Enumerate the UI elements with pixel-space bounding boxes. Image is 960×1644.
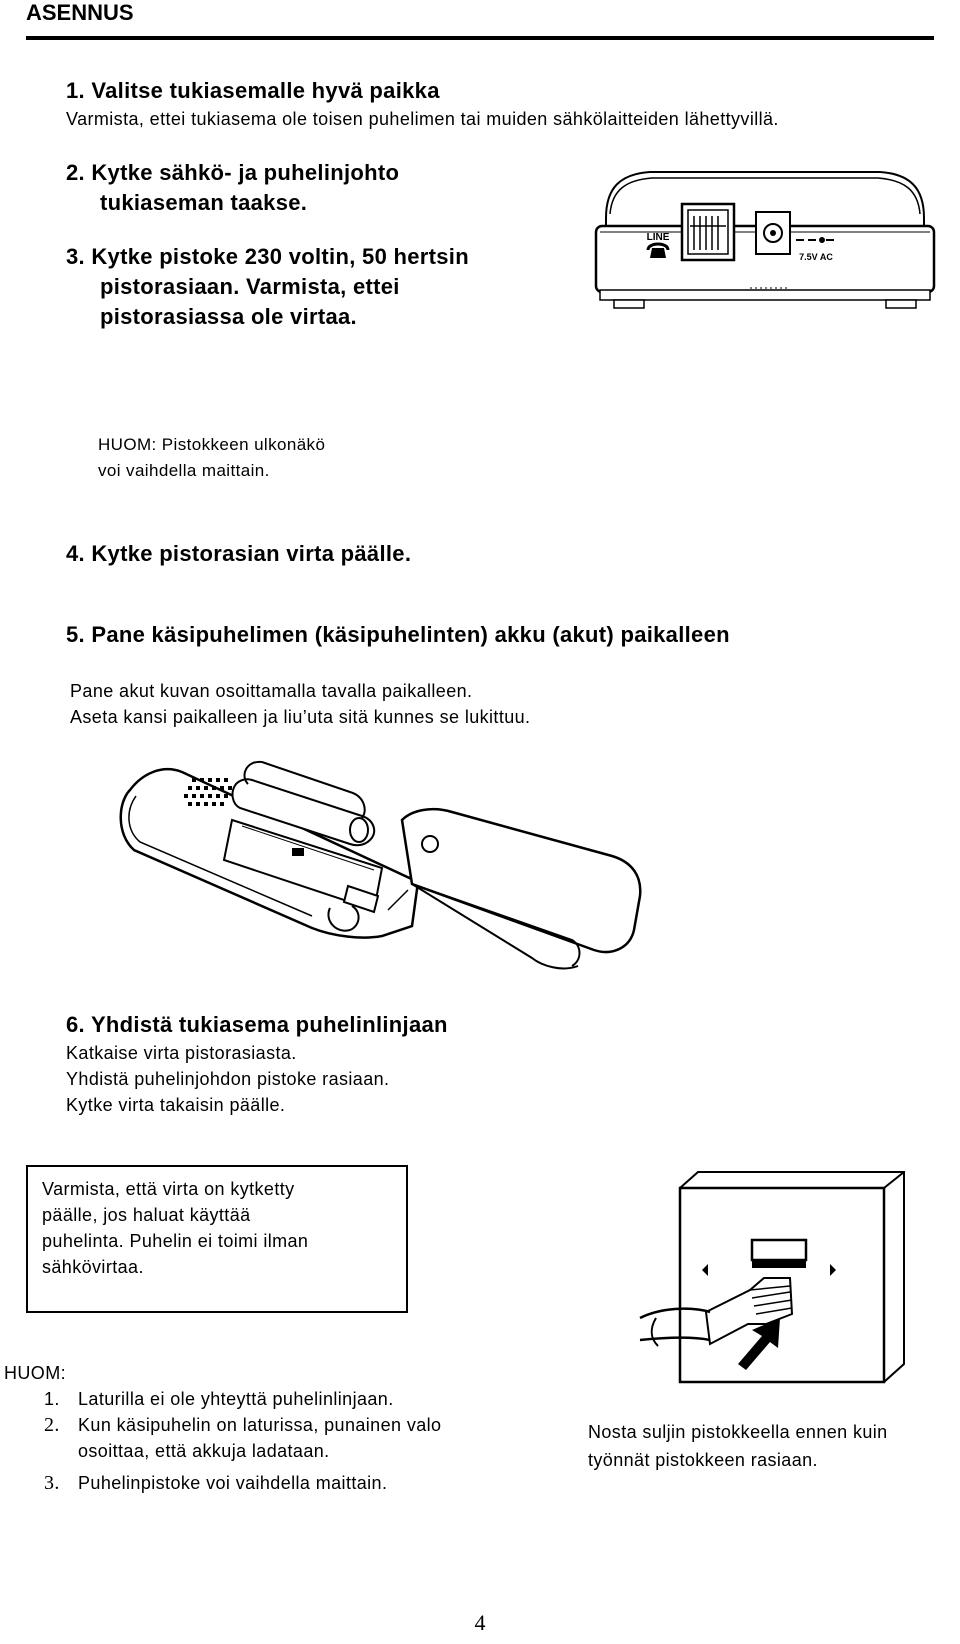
step-1-title: 1. Valitse tukiasemalle hyvä paikka bbox=[66, 78, 440, 103]
step-4-title: 4. Kytke pistorasian virta päälle. bbox=[66, 541, 412, 566]
note-2-item-number: 3. bbox=[44, 1472, 60, 1494]
step-5-title: 5. Pane käsipuhelimen (käsipuhelinten) akku (akut) paikalleen bbox=[66, 622, 730, 647]
note-2-item-text: Puhelinpistoke voi vaihdella maittain. bbox=[78, 1473, 388, 1493]
step-3-line: pistorasiassa ole virtaa. bbox=[100, 304, 357, 329]
step-3 bbox=[66, 242, 469, 332]
warning-box-text bbox=[42, 1176, 308, 1280]
note-2-item-continuation bbox=[44, 1438, 441, 1464]
note-2-item-number: 2. bbox=[44, 1414, 60, 1436]
socket-caption-line: työnnät pistokkeen rasiaan. bbox=[588, 1450, 818, 1470]
step-3-line: pistorasiaan. Varmista, ettei bbox=[100, 274, 400, 299]
base-station-illustration bbox=[590, 168, 940, 318]
power-port-label: 7.5V AC bbox=[799, 252, 833, 262]
note-2-item-text: Laturilla ei ole yhteyttä puhelinlinjaan. bbox=[78, 1389, 394, 1409]
line-port-label: LINE bbox=[646, 232, 670, 243]
step-5-line: Pane akut kuvan osoittamalla tavalla paikalleen. bbox=[70, 681, 473, 701]
step-5-line: Aseta kansi paikalleen ja liu’uta sitä kunnes se lukittuu. bbox=[70, 707, 531, 727]
note-2-item-text: Kun käsipuhelin on laturissa, punainen valo bbox=[78, 1415, 442, 1435]
note-2-item bbox=[44, 1470, 441, 1496]
note-2-heading: HUOM: bbox=[4, 1363, 66, 1383]
socket-caption-line: Nosta suljin pistokkeella ennen kuin bbox=[588, 1422, 888, 1442]
step-6-line: Yhdistä puhelinjohdon pistoke rasiaan. bbox=[66, 1069, 390, 1089]
step-5-text bbox=[70, 678, 530, 730]
step-2-line: tukiaseman taakse. bbox=[100, 190, 308, 215]
warning-line: päälle, jos haluat käyttää bbox=[42, 1205, 251, 1225]
step-3-line: 3. Kytke pistoke 230 voltin, 50 hertsin bbox=[66, 244, 469, 269]
note-2-item bbox=[44, 1386, 441, 1412]
step-6-text bbox=[66, 1040, 389, 1118]
step-1-text: Varmista, ettei tukiasema ole toisen puhelimen tai muiden sähkölaitteiden lähettyvillä. bbox=[66, 109, 779, 129]
warning-line: Varmista, että virta on kytketty bbox=[42, 1179, 295, 1199]
note-2-item bbox=[44, 1412, 441, 1438]
wall-socket-illustration bbox=[640, 1168, 930, 1388]
step-6-line: Kytke virta takaisin päälle. bbox=[66, 1095, 286, 1115]
note-2-item-text: osoittaa, että akkuja ladataan. bbox=[78, 1441, 330, 1461]
step-2-line: 2. Kytke sähkö- ja puhelinjohto bbox=[66, 160, 400, 185]
warning-line: sähkövirtaa. bbox=[42, 1257, 144, 1277]
note-2-list bbox=[44, 1386, 441, 1496]
note-1-line: HUOM: Pistokkeen ulkonäkö bbox=[98, 435, 326, 454]
page-title: ASENNUS bbox=[26, 0, 134, 25]
page-number: 4 bbox=[474, 1610, 486, 1635]
step-6-title: 6. Yhdistä tukiasema puhelinlinjaan bbox=[66, 1012, 448, 1037]
header-rule bbox=[26, 36, 934, 40]
handset-battery-illustration bbox=[112, 760, 662, 980]
note-1-line: voi vaihdella maittain. bbox=[98, 461, 270, 480]
warning-line: puhelinta. Puhelin ei toimi ilman bbox=[42, 1231, 309, 1251]
note-2-item-number: 1. bbox=[44, 1389, 60, 1409]
socket-caption bbox=[588, 1418, 888, 1474]
step-2 bbox=[66, 158, 399, 218]
note-1 bbox=[98, 432, 325, 484]
step-6-line: Katkaise virta pistorasiasta. bbox=[66, 1043, 297, 1063]
